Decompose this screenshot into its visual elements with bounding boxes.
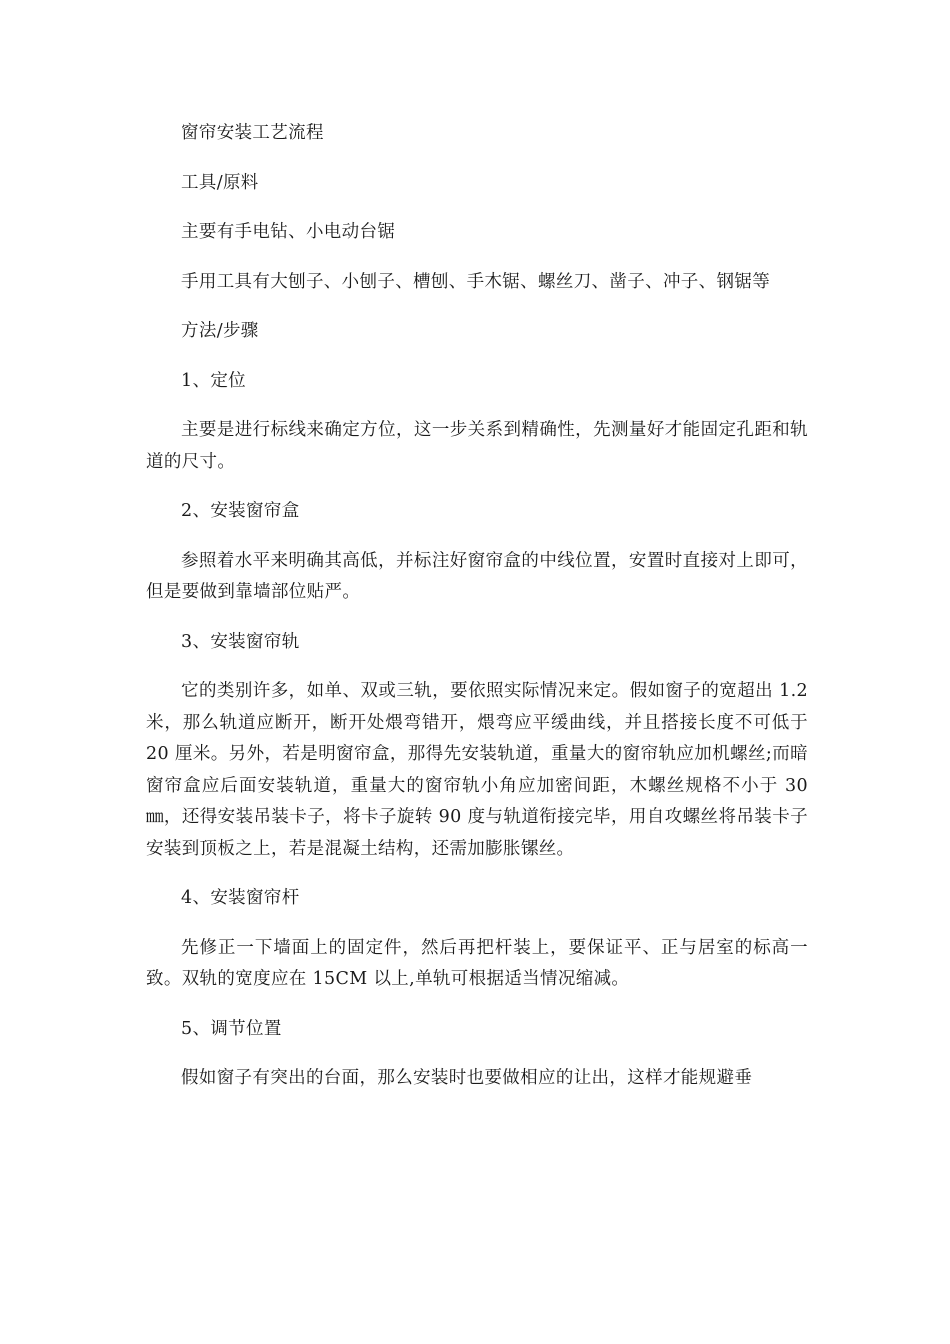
step-heading-5: 5、调节位置 [181,1018,282,1039]
section-heading-steps: 方法/步骤 [181,321,259,341]
paragraph-power-tools: 主要有手电钻、小电动台锯 [181,222,396,242]
step-body-5: 假如窗子有突出的台面，那么安装时也要做相应的让出，这样才能规避垂 [181,1068,753,1088]
step-heading-2: 2、安装窗帘盒 [181,501,300,521]
step-body-3: 它的类别许多，如单、双或三轨，要依照实际情况来定。假如窗子的宽超出 1.2 米，那么轨道应断开，断开处煨弯错开，煨弯应平缓曲线，并且搭接长度不可低于 20 厘米。另外，若是明窗帘盒，那得先安装轨道，重量大的窗帘轨应加机螺丝;而暗窗帘盒应后面安装轨道，重量大的窗帘轨小角应加密间距，木螺丝规格不小于 30㎜，还得安装吊装卡子，将卡子旋转 90 度与轨道衔接完毕，用自攻螺丝将吊装卡子安装到顶板之上，若是混凝土结构，还需加膨胀镙丝。 [146,681,808,859]
step-heading-1: 1、定位 [181,370,247,391]
step-heading-3: 3、安装窗帘轨 [181,631,300,652]
step-heading-4: 4、安装窗帘杆 [181,888,300,908]
step-body-4: 先修正一下墙面上的固定件，然后再把杆装上，要保证平、正与居室的标高一致。双轨的宽度应在 15CM 以上,单轨可根据适当情况缩减。 [146,937,808,989]
section-heading-tools: 工具/原料 [181,172,259,193]
step-body-2: 参照着水平来明确其高低，并标注好窗帘盒的中线位置，安置时直接对上即可，但是要做到靠墙部位贴严。 [146,550,808,602]
document-body [146,118,808,1113]
paragraph-hand-tools: 手用工具有大刨子、小刨子、槽刨、手木锯、螺丝刀、凿子、冲子、钢锯等 [181,271,771,292]
document-title: 窗帘安装工艺流程 [181,123,324,143]
step-body-1: 主要是进行标线来确定方位，这一步关系到精确性，先测量好才能固定孔距和轨道的尺寸。 [146,420,808,472]
